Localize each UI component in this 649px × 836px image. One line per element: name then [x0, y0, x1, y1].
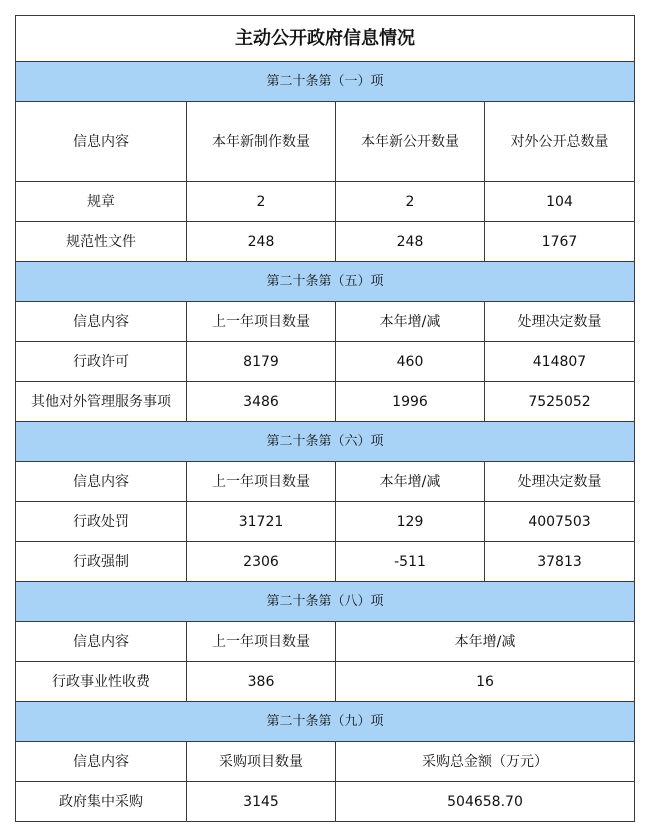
section-heading: 第二十条第（六）项 [16, 422, 635, 462]
table-row [16, 342, 635, 382]
table-cell: 3486 [187, 382, 336, 422]
header-cell: 信息内容 [16, 462, 187, 502]
table-cell: 460 [336, 342, 485, 382]
header-cell: 采购项目数量 [187, 742, 336, 782]
header-cell: 上一年项目数量 [187, 302, 336, 342]
header-cell: 本年增/减 [336, 462, 485, 502]
section-heading: 第二十条第（八）项 [16, 582, 635, 622]
row-label: 政府集中采购 [16, 782, 187, 822]
header-cell: 处理决定数量 [485, 302, 635, 342]
header-cell: 处理决定数量 [485, 462, 635, 502]
header-cell: 对外公开总数量 [485, 102, 635, 182]
disclosure-table [15, 15, 635, 822]
header-row [16, 742, 635, 782]
table-cell: 1767 [485, 222, 635, 262]
page-title: 主动公开政府信息情况 [16, 16, 635, 62]
table-cell: 16 [336, 662, 635, 702]
table-cell: 104 [485, 182, 635, 222]
section-heading-row [16, 702, 635, 742]
table-cell: 386 [187, 662, 336, 702]
table-row [16, 502, 635, 542]
table-cell: 1996 [336, 382, 485, 422]
table-cell: 8179 [187, 342, 336, 382]
row-label: 规章 [16, 182, 187, 222]
table-cell: -511 [336, 542, 485, 582]
section-heading: 第二十条第（九）项 [16, 702, 635, 742]
table-row [16, 182, 635, 222]
table-cell: 2 [336, 182, 485, 222]
table-cell: 248 [187, 222, 336, 262]
header-cell: 信息内容 [16, 302, 187, 342]
title-row [16, 16, 635, 62]
table-cell: 2 [187, 182, 336, 222]
table-cell: 37813 [485, 542, 635, 582]
header-row [16, 302, 635, 342]
section-heading: 第二十条第（一）项 [16, 62, 635, 102]
header-cell: 信息内容 [16, 102, 187, 182]
table-row [16, 382, 635, 422]
section-heading-row [16, 262, 635, 302]
section-heading-row [16, 582, 635, 622]
header-row [16, 102, 635, 182]
header-cell: 上一年项目数量 [187, 622, 336, 662]
table-row [16, 662, 635, 702]
header-cell: 本年增/减 [336, 622, 635, 662]
header-row [16, 622, 635, 662]
table-cell: 3145 [187, 782, 336, 822]
table-row [16, 782, 635, 822]
header-row [16, 462, 635, 502]
row-label: 行政强制 [16, 542, 187, 582]
table-cell: 2306 [187, 542, 336, 582]
header-cell: 采购总金额（万元） [336, 742, 635, 782]
table-row [16, 542, 635, 582]
header-cell: 本年新制作数量 [187, 102, 336, 182]
row-label: 其他对外管理服务事项 [16, 382, 187, 422]
row-label: 规范性文件 [16, 222, 187, 262]
row-label: 行政许可 [16, 342, 187, 382]
header-cell: 本年增/减 [336, 302, 485, 342]
table-cell: 504658.70 [336, 782, 635, 822]
table-cell: 414807 [485, 342, 635, 382]
table-cell: 129 [336, 502, 485, 542]
table-cell: 248 [336, 222, 485, 262]
section-heading-row [16, 422, 635, 462]
row-label: 行政事业性收费 [16, 662, 187, 702]
header-cell: 信息内容 [16, 622, 187, 662]
header-cell: 上一年项目数量 [187, 462, 336, 502]
header-cell: 本年新公开数量 [336, 102, 485, 182]
section-heading: 第二十条第（五）项 [16, 262, 635, 302]
row-label: 行政处罚 [16, 502, 187, 542]
table-cell: 7525052 [485, 382, 635, 422]
header-cell: 信息内容 [16, 742, 187, 782]
section-heading-row [16, 62, 635, 102]
table-cell: 31721 [187, 502, 336, 542]
table-cell: 4007503 [485, 502, 635, 542]
table-row [16, 222, 635, 262]
